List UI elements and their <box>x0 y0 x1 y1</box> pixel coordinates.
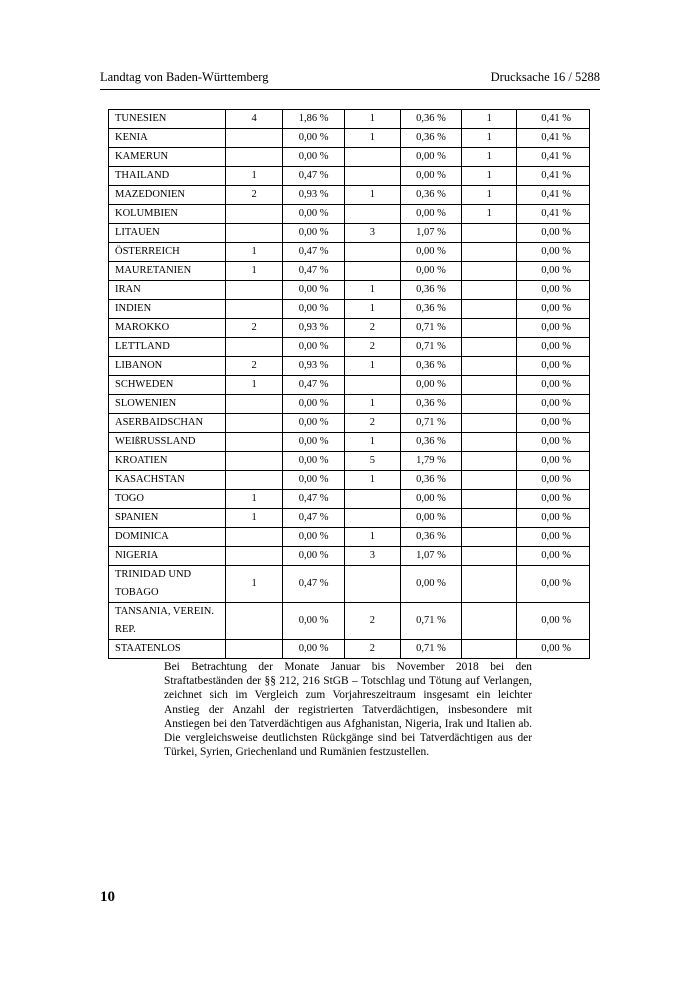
table-row <box>109 471 590 490</box>
count-2018-cell <box>462 395 517 414</box>
percent-2018-cell: 0,00 % <box>516 603 589 640</box>
country-cell: THAILAND <box>109 167 226 186</box>
table-row <box>109 528 590 547</box>
count-2016-cell: 1 <box>225 490 282 509</box>
count-2017-cell <box>345 376 400 395</box>
count-2018-cell <box>462 319 517 338</box>
country-cell: TUNESIEN <box>109 110 226 129</box>
percent-2017-cell: 0,36 % <box>400 471 462 490</box>
percent-2018-cell: 0,00 % <box>516 640 589 659</box>
percent-2017-cell: 0,00 % <box>400 376 462 395</box>
count-2018-cell <box>462 490 517 509</box>
count-2016-cell <box>225 129 282 148</box>
count-2016-cell <box>225 471 282 490</box>
percent-2016-cell: 0,47 % <box>283 509 345 528</box>
percent-2016-cell: 0,00 % <box>283 224 345 243</box>
country-cell: LETTLAND <box>109 338 226 357</box>
percent-2016-cell: 0,93 % <box>283 357 345 376</box>
count-2018-cell: 1 <box>462 110 517 129</box>
count-2018-cell <box>462 262 517 281</box>
percent-2017-cell: 0,36 % <box>400 281 462 300</box>
percent-2016-cell: 0,93 % <box>283 186 345 205</box>
count-2017-cell <box>345 490 400 509</box>
percent-2017-cell: 0,71 % <box>400 414 462 433</box>
count-2016-cell: 1 <box>225 243 282 262</box>
table-row <box>109 129 590 148</box>
count-2016-cell <box>225 414 282 433</box>
count-2016-cell <box>225 300 282 319</box>
percent-2016-cell: 0,00 % <box>283 452 345 471</box>
count-2016-cell: 2 <box>225 186 282 205</box>
header-document-number: Drucksache 16 / 5288 <box>490 70 600 84</box>
percent-2017-cell: 1,07 % <box>400 224 462 243</box>
percent-2016-cell: 0,00 % <box>283 129 345 148</box>
header-left-title: Landtag von Baden-Württemberg <box>100 70 269 84</box>
count-2016-cell: 1 <box>225 167 282 186</box>
country-cell: ASERBAIDSCHAN <box>109 414 226 433</box>
country-cell: DOMINICA <box>109 528 226 547</box>
percent-2017-cell: 0,71 % <box>400 603 462 640</box>
country-cell: KOLUMBIEN <box>109 205 226 224</box>
count-2017-cell <box>345 243 400 262</box>
body-paragraph: Bei Betrachtung der Monate Januar bis November 2018 bei den Straftatbeständen der §§ 212, 216 StGB – Totschlag und Tötung auf Verlangen, zeichnet sich im Vergleich zum Vorjahreszeitraum insgesamt ein leichter Anstieg der Anzahl der registrierten Tatverdächtigen, insbesondere mit Anstiegen bei den Tatverdächtigen aus Afghanistan, Nigeria, Irak und Italien ab. Die vergleichsweise deutlichsten Rückgänge sind bei Tatverdächtigen aus der Türkei, Syrien, Griechenland und Rumänien festzustellen. <box>164 661 532 759</box>
count-2016-cell: 1 <box>225 509 282 528</box>
country-cell: TOGO <box>109 490 226 509</box>
country-cell: KAMERUN <box>109 148 226 167</box>
count-2017-cell <box>345 509 400 528</box>
count-2017-cell: 1 <box>345 186 400 205</box>
table-row <box>109 490 590 509</box>
count-2018-cell <box>462 528 517 547</box>
percent-2017-cell: 0,00 % <box>400 490 462 509</box>
percent-2018-cell: 0,00 % <box>516 547 589 566</box>
percent-2018-cell: 0,00 % <box>516 471 589 490</box>
count-2016-cell <box>225 603 282 640</box>
percent-2017-cell: 0,00 % <box>400 509 462 528</box>
count-2018-cell: 1 <box>462 129 517 148</box>
table-body <box>109 110 590 659</box>
count-2017-cell <box>345 566 400 603</box>
table-row <box>109 395 590 414</box>
page-number: 10 <box>100 889 115 905</box>
table-row <box>109 414 590 433</box>
count-2018-cell: 1 <box>462 167 517 186</box>
count-2017-cell: 1 <box>345 471 400 490</box>
table-row <box>109 186 590 205</box>
count-2017-cell: 3 <box>345 547 400 566</box>
percent-2017-cell: 1,79 % <box>400 452 462 471</box>
percent-2016-cell: 0,00 % <box>283 471 345 490</box>
count-2016-cell: 2 <box>225 319 282 338</box>
count-2016-cell <box>225 338 282 357</box>
percent-2018-cell: 0,00 % <box>516 509 589 528</box>
country-cell: TANSANIA, VEREIN. REP. <box>109 603 226 640</box>
count-2016-cell <box>225 640 282 659</box>
percent-2017-cell: 0,36 % <box>400 110 462 129</box>
percent-2017-cell: 0,36 % <box>400 433 462 452</box>
count-2017-cell <box>345 167 400 186</box>
count-2018-cell <box>462 243 517 262</box>
percent-2016-cell: 0,00 % <box>283 281 345 300</box>
table-row <box>109 566 590 603</box>
count-2018-cell <box>462 433 517 452</box>
count-2017-cell: 1 <box>345 528 400 547</box>
count-2017-cell: 1 <box>345 281 400 300</box>
count-2018-cell <box>462 300 517 319</box>
count-2018-cell <box>462 603 517 640</box>
count-2016-cell <box>225 547 282 566</box>
percent-2018-cell: 0,00 % <box>516 281 589 300</box>
percent-2018-cell: 0,00 % <box>516 357 589 376</box>
count-2017-cell <box>345 205 400 224</box>
count-2016-cell <box>225 528 282 547</box>
count-2018-cell <box>462 547 517 566</box>
percent-2017-cell: 0,00 % <box>400 262 462 281</box>
percent-2017-cell: 0,00 % <box>400 148 462 167</box>
country-cell: MAROKKO <box>109 319 226 338</box>
table-row <box>109 433 590 452</box>
percent-2016-cell: 0,00 % <box>283 148 345 167</box>
country-cell: KASACHSTAN <box>109 471 226 490</box>
count-2016-cell: 2 <box>225 357 282 376</box>
count-2016-cell <box>225 205 282 224</box>
count-2018-cell <box>462 471 517 490</box>
percent-2018-cell: 0,00 % <box>516 224 589 243</box>
percent-2018-cell: 0,00 % <box>516 566 589 603</box>
count-2017-cell: 1 <box>345 395 400 414</box>
count-2017-cell: 3 <box>345 224 400 243</box>
count-2018-cell <box>462 224 517 243</box>
table-row <box>109 110 590 129</box>
percent-2016-cell: 0,47 % <box>283 167 345 186</box>
country-cell: TRINIDAD UND TOBAGO <box>109 566 226 603</box>
count-2017-cell: 2 <box>345 414 400 433</box>
count-2018-cell <box>462 452 517 471</box>
count-2017-cell: 1 <box>345 300 400 319</box>
country-cell: SPANIEN <box>109 509 226 528</box>
country-cell: NIGERIA <box>109 547 226 566</box>
percent-2016-cell: 0,00 % <box>283 603 345 640</box>
count-2017-cell: 1 <box>345 129 400 148</box>
percent-2018-cell: 0,00 % <box>516 262 589 281</box>
count-2016-cell <box>225 452 282 471</box>
table-row <box>109 205 590 224</box>
table-row <box>109 509 590 528</box>
percent-2018-cell: 0,00 % <box>516 319 589 338</box>
count-2017-cell: 2 <box>345 640 400 659</box>
page-header <box>100 70 600 90</box>
table-row <box>109 148 590 167</box>
count-2018-cell <box>462 414 517 433</box>
count-2016-cell: 1 <box>225 566 282 603</box>
count-2018-cell: 1 <box>462 148 517 167</box>
percent-2018-cell: 0,41 % <box>516 186 589 205</box>
count-2018-cell <box>462 509 517 528</box>
country-cell: WEIßRUSSLAND <box>109 433 226 452</box>
count-2018-cell <box>462 338 517 357</box>
percent-2016-cell: 0,00 % <box>283 547 345 566</box>
percent-2017-cell: 0,00 % <box>400 167 462 186</box>
country-cell: SCHWEDEN <box>109 376 226 395</box>
country-cell: MAURETANIEN <box>109 262 226 281</box>
count-2017-cell: 1 <box>345 433 400 452</box>
percent-2017-cell: 0,00 % <box>400 205 462 224</box>
table-row <box>109 224 590 243</box>
percent-2016-cell: 0,47 % <box>283 566 345 603</box>
percent-2017-cell: 0,36 % <box>400 300 462 319</box>
country-cell: KROATIEN <box>109 452 226 471</box>
count-2017-cell: 1 <box>345 110 400 129</box>
percent-2017-cell: 0,00 % <box>400 243 462 262</box>
table-row <box>109 262 590 281</box>
count-2016-cell <box>225 433 282 452</box>
count-2018-cell <box>462 281 517 300</box>
table-row <box>109 167 590 186</box>
country-cell: IRAN <box>109 281 226 300</box>
percent-2016-cell: 0,00 % <box>283 640 345 659</box>
percent-2018-cell: 0,00 % <box>516 395 589 414</box>
count-2016-cell: 4 <box>225 110 282 129</box>
percent-2018-cell: 0,41 % <box>516 205 589 224</box>
percent-2018-cell: 0,41 % <box>516 110 589 129</box>
percent-2016-cell: 0,00 % <box>283 414 345 433</box>
country-cell: LIBANON <box>109 357 226 376</box>
percent-2016-cell: 0,00 % <box>283 395 345 414</box>
table-row <box>109 452 590 471</box>
table-row <box>109 300 590 319</box>
count-2017-cell: 2 <box>345 338 400 357</box>
count-2017-cell: 5 <box>345 452 400 471</box>
count-2016-cell <box>225 148 282 167</box>
percent-2018-cell: 0,41 % <box>516 129 589 148</box>
country-cell: MAZEDONIEN <box>109 186 226 205</box>
table-row <box>109 319 590 338</box>
table-row <box>109 338 590 357</box>
percent-2016-cell: 0,00 % <box>283 433 345 452</box>
country-cell: LITAUEN <box>109 224 226 243</box>
percent-2017-cell: 0,36 % <box>400 395 462 414</box>
percent-2017-cell: 0,71 % <box>400 319 462 338</box>
percent-2016-cell: 0,47 % <box>283 376 345 395</box>
percent-2017-cell: 0,36 % <box>400 528 462 547</box>
percent-2017-cell: 0,71 % <box>400 640 462 659</box>
count-2018-cell: 1 <box>462 186 517 205</box>
percent-2017-cell: 0,36 % <box>400 357 462 376</box>
percent-2016-cell: 0,00 % <box>283 528 345 547</box>
count-2018-cell <box>462 357 517 376</box>
country-cell: SLOWENIEN <box>109 395 226 414</box>
percent-2017-cell: 0,36 % <box>400 186 462 205</box>
percent-2017-cell: 0,00 % <box>400 566 462 603</box>
count-2018-cell <box>462 640 517 659</box>
table-row <box>109 281 590 300</box>
table-row <box>109 243 590 262</box>
table-row <box>109 547 590 566</box>
percent-2018-cell: 0,00 % <box>516 376 589 395</box>
count-2017-cell: 1 <box>345 357 400 376</box>
count-2016-cell: 1 <box>225 262 282 281</box>
country-cell: STAATENLOS <box>109 640 226 659</box>
percent-2018-cell: 0,00 % <box>516 300 589 319</box>
percent-2018-cell: 0,00 % <box>516 433 589 452</box>
percent-2018-cell: 0,41 % <box>516 148 589 167</box>
percent-2018-cell: 0,00 % <box>516 528 589 547</box>
statistics-table <box>108 109 590 659</box>
percent-2018-cell: 0,00 % <box>516 338 589 357</box>
table-row <box>109 376 590 395</box>
table-row <box>109 357 590 376</box>
table-row <box>109 603 590 640</box>
percent-2016-cell: 0,00 % <box>283 338 345 357</box>
percent-2018-cell: 0,00 % <box>516 243 589 262</box>
percent-2016-cell: 0,47 % <box>283 243 345 262</box>
count-2017-cell <box>345 262 400 281</box>
count-2016-cell <box>225 224 282 243</box>
percent-2018-cell: 0,00 % <box>516 490 589 509</box>
count-2017-cell <box>345 148 400 167</box>
percent-2018-cell: 0,41 % <box>516 167 589 186</box>
count-2016-cell <box>225 395 282 414</box>
percent-2018-cell: 0,00 % <box>516 414 589 433</box>
percent-2016-cell: 0,47 % <box>283 490 345 509</box>
percent-2016-cell: 1,86 % <box>283 110 345 129</box>
count-2017-cell: 2 <box>345 603 400 640</box>
percent-2017-cell: 0,36 % <box>400 129 462 148</box>
count-2016-cell: 1 <box>225 376 282 395</box>
percent-2016-cell: 0,47 % <box>283 262 345 281</box>
percent-2018-cell: 0,00 % <box>516 452 589 471</box>
percent-2016-cell: 0,00 % <box>283 300 345 319</box>
count-2017-cell: 2 <box>345 319 400 338</box>
percent-2016-cell: 0,93 % <box>283 319 345 338</box>
count-2018-cell: 1 <box>462 205 517 224</box>
count-2018-cell <box>462 376 517 395</box>
country-cell: INDIEN <box>109 300 226 319</box>
percent-2016-cell: 0,00 % <box>283 205 345 224</box>
count-2016-cell <box>225 281 282 300</box>
percent-2017-cell: 1,07 % <box>400 547 462 566</box>
percent-2017-cell: 0,71 % <box>400 338 462 357</box>
count-2018-cell <box>462 566 517 603</box>
country-cell: ÖSTERREICH <box>109 243 226 262</box>
country-cell: KENIA <box>109 129 226 148</box>
table-row <box>109 640 590 659</box>
